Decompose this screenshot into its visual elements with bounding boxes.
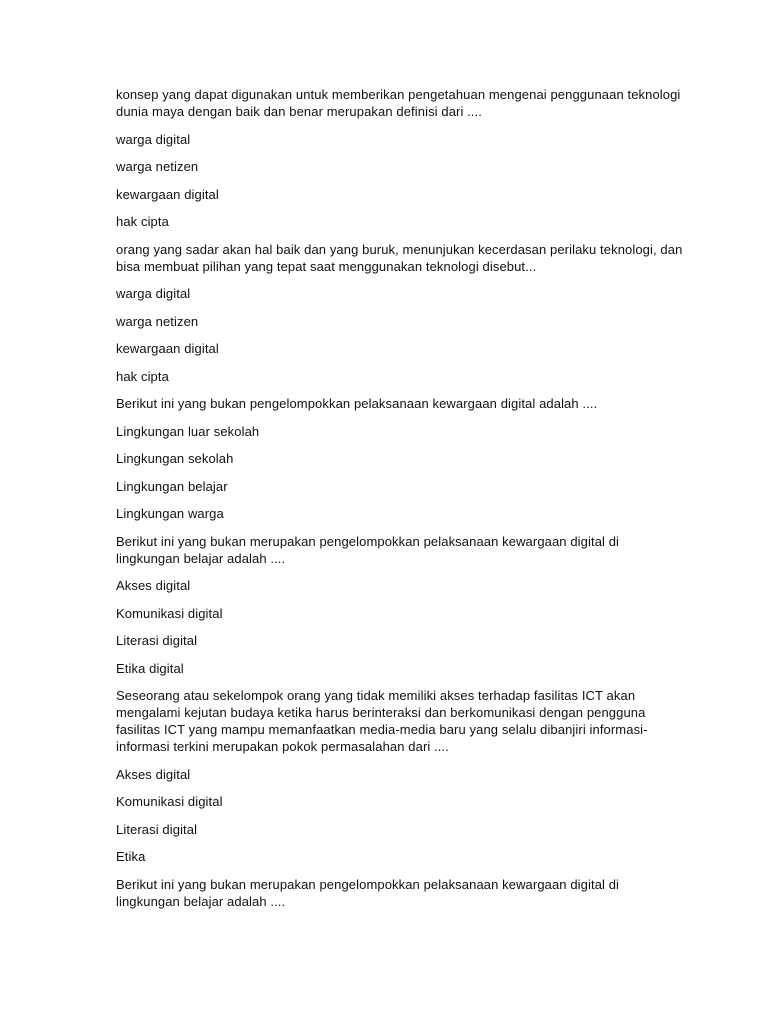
option-item: [116, 423, 676, 440]
question-text: orang yang sadar akan hal baik dan yang buruk, menunjukan kecerdasan perilaku teknologi, dan: [116, 241, 683, 257]
option-item: [116, 766, 676, 783]
question-6: [116, 876, 676, 910]
question-text: dunia maya dengan baik dan benar merupakan definisi dari ....: [116, 104, 482, 119]
option-text: Literasi digital: [116, 633, 198, 648]
question-3: [116, 395, 676, 412]
option-text: kewargaan digital: [116, 186, 219, 202]
option-text: warga netizen: [116, 313, 199, 329]
option-text: Lingkungan sekolah: [116, 451, 234, 466]
option-text: Komunikasi digital: [116, 794, 223, 809]
option-text: Akses digital: [116, 578, 191, 593]
option-item: [116, 213, 676, 230]
option-item: [116, 131, 676, 148]
option-text: hak cipta: [116, 214, 169, 229]
option-text: Literasi digital: [116, 821, 198, 837]
question-text: lingkungan belajar adalah ....: [116, 550, 286, 566]
question-text: Seseorang atau sekelompok orang yang tidak memiliki akses terhadap fasilitas ICT akan: [116, 688, 636, 703]
option-item: [116, 605, 676, 622]
question-5: [116, 687, 676, 755]
option-item: [116, 505, 676, 522]
document-page: [116, 86, 683, 920]
option-item: [116, 158, 676, 175]
option-item: [116, 793, 676, 810]
question-text: fasilitas ICT yang mampu memanfaatkan media-media baru yang selalu dibanjiri informasi-: [116, 722, 648, 737]
question-text: bisa membuat pilihan yang tepat saat menggunakan teknologi disebut...: [116, 258, 537, 274]
option-item: [116, 285, 676, 302]
option-text: Etika: [116, 849, 146, 864]
option-item: [116, 186, 676, 203]
option-item: [116, 660, 676, 677]
option-item: [116, 340, 676, 357]
option-text: Lingkungan warga: [116, 506, 224, 521]
question-4: [116, 533, 676, 567]
question-text: konsep yang dapat digunakan untuk memberikan pengetahuan mengenai penggunaan teknologi: [116, 87, 681, 102]
option-item: [116, 368, 676, 385]
option-text: kewargaan digital: [116, 341, 219, 356]
question-text: informasi terkini merupakan pokok permasalahan dari ....: [116, 739, 449, 754]
option-text: hak cipta: [116, 368, 169, 384]
option-item: [116, 450, 676, 467]
option-text: Lingkungan belajar: [116, 478, 228, 494]
question-text: mengalami kejutan budaya ketika harus berinteraksi dan berkomunikasi dengan pengguna: [116, 705, 646, 720]
option-item: [116, 821, 676, 838]
option-item: [116, 577, 676, 594]
question-2: [116, 241, 683, 275]
question-text: Berikut ini yang bukan pengelompokkan pelaksanaan kewargaan digital adalah ....: [116, 396, 598, 411]
option-item: [116, 632, 676, 649]
option-item: [116, 313, 676, 330]
option-text: warga digital: [116, 286, 191, 301]
option-text: Etika digital: [116, 660, 184, 676]
option-text: warga digital: [116, 131, 191, 147]
option-text: Komunikasi digital: [116, 605, 223, 621]
question-text: Berikut ini yang bukan merupakan pengelompokkan pelaksanaan kewargaan digital di: [116, 876, 620, 892]
option-item: [116, 478, 676, 495]
option-item: [116, 848, 676, 865]
question-text: Berikut ini yang bukan merupakan pengelompokkan pelaksanaan kewargaan digital di: [116, 533, 620, 549]
question-1: [116, 86, 681, 120]
option-text: warga netizen: [116, 159, 199, 174]
question-text: lingkungan belajar adalah ....: [116, 893, 286, 909]
option-text: Lingkungan luar sekolah: [116, 423, 260, 439]
option-text: Akses digital: [116, 766, 191, 782]
